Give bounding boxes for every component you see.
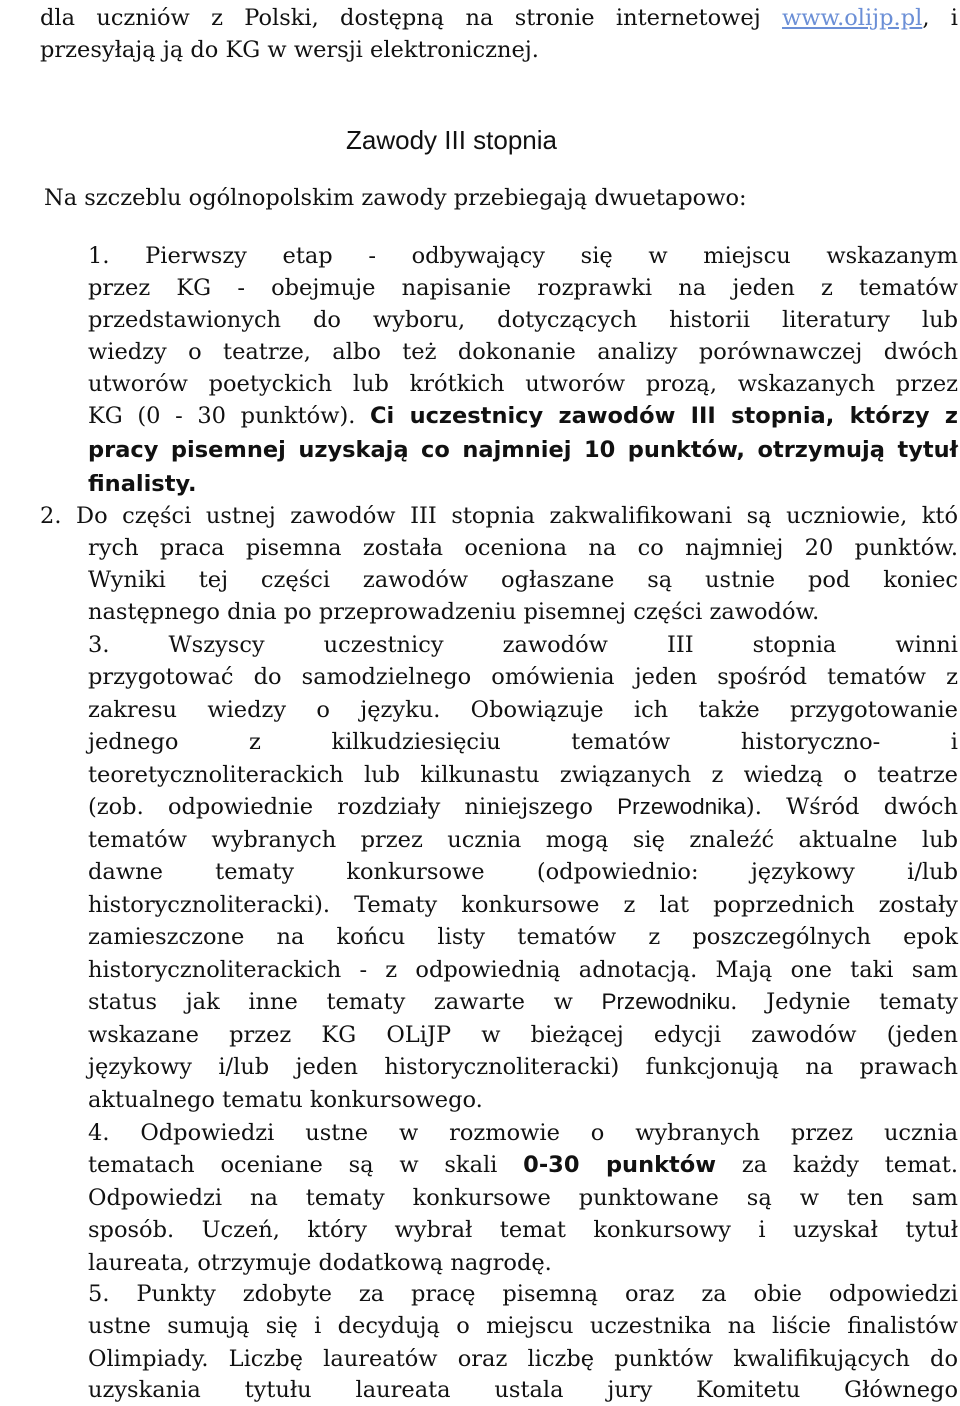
text-line: laureata, otrzymuje dodatkową nagrodę. (88, 1250, 552, 1276)
text-line: następnego dnia po przeprowadzeniu pisemnej części zawodów. (88, 599, 820, 625)
text-line: ustne sumują się i decydują o miejscu uczestnika na liście finalistów (88, 1313, 958, 1339)
text-line: przesyłają ją do KG w wersji elektronicznej. (40, 37, 539, 63)
text-line: językowy i/lub jeden historycznoliteracki) funkcjonują na prawach (88, 1054, 958, 1080)
text-line: uzyskania tytułu laureata ustala jury Komitetu Głównego (88, 1377, 958, 1403)
text-line (88, 400, 958, 432)
bold-text: Ci uczestnicy zawodów III stopnia, którzy z (370, 403, 959, 429)
section-intro: Na szczeblu ogólnopolskim zawody przebiegają dwuetapowo: (44, 185, 747, 211)
text-line: utworów poetyckich lub krótkich utworów prozą, wskazanych przez (88, 371, 958, 397)
text-line: 3. Wszyscy uczestnicy zawodów III stopnia winni (88, 632, 958, 658)
text-line: Wyniki tej części zawodów ogłaszane są ustnie pod koniec (88, 567, 958, 593)
text-span: za każdy temat. (716, 1152, 959, 1178)
book-title: Przewodnika (617, 794, 746, 819)
text-line: wiedzy o teatrze, albo też dokonanie analizy porównawczej dwóch (88, 339, 958, 365)
text-span: (zob. odpowiednie rozdziały niniejszego (88, 794, 618, 820)
text-line: Odpowiedzi na tematy konkursowe punktowane są w ten sam (88, 1185, 958, 1211)
text-line: przedstawionych do wyboru, dotyczących historii literatury lub (88, 307, 958, 333)
text-line: 4. Odpowiedzi ustne w rozmowie o wybranych przez ucznia (88, 1120, 958, 1146)
text-line: aktualnego tematu konkursowego. (88, 1087, 483, 1113)
book-title: Przewodniku (601, 989, 731, 1014)
text-line: tematów wybranych przez ucznia mogą się znaleźć aktualne lub (88, 827, 958, 853)
bold-line: finalisty. (88, 471, 197, 497)
text-line: 5. Punkty zdobyte za pracę pisemną oraz za obie odpowiedzi (88, 1281, 958, 1307)
bold-text: 0-30 punktów (523, 1152, 717, 1178)
text-line: jednego z kilkudziesięciu tematów historyczno- i (88, 729, 958, 755)
text-span: dla uczniów z Polski, dostępną na stronie internetowej (40, 5, 782, 31)
text-line: wskazane przez KG OLiJP w bieżącej edycji zawodów (jeden (88, 1022, 958, 1048)
bold-line: pracy pisemnej uzyskają co najmniej 10 punktów, otrzymują tytuł (88, 437, 958, 463)
text-line (88, 986, 958, 1018)
text-line: zakresu wiedzy o języku. Obowiązuje ich także przygotowanie (88, 697, 958, 723)
olijp-link[interactable]: www.olijp.pl (781, 5, 923, 31)
text-span: . Jedynie tematy (730, 989, 958, 1015)
text-line: sposób. Uczeń, który wybrał temat konkursowy i uzyskał tytuł (88, 1217, 958, 1243)
text-line (40, 2, 958, 34)
text-line: przygotować do samodzielnego omówienia jeden spośród tematów z (88, 664, 958, 690)
text-span: tematach oceniane są w skali (88, 1152, 524, 1178)
text-line: historycznoliteracki). Tematy konkursowe z lat poprzednich zostały (88, 892, 958, 918)
section-heading: Zawody III stopnia (346, 125, 557, 155)
text-line: dawne tematy konkursowe (odpowiednio: językowy i/lub (88, 859, 958, 885)
text-span: ). Wśród dwóch (745, 794, 958, 820)
text-line (88, 791, 958, 823)
text-line: 1. Pierwszy etap - odbywający się w miejscu wskazanym (88, 243, 958, 269)
text-line: Olimpiady. Liczbę laureatów oraz liczbę punktów kwalifikujących do (88, 1346, 958, 1372)
text-line: zamieszczone na końcu listy tematów z poszczególnych epok (88, 924, 958, 950)
text-line: przez KG - obejmuje napisanie rozprawki na jeden z tematów (88, 275, 958, 301)
text-line: 2. Do części ustnej zawodów III stopnia zakwalifikowani są uczniowie, któ (40, 503, 958, 529)
text-line: rych praca pisemna została oceniona na co najmniej 20 punktów. (88, 535, 958, 561)
text-line (88, 1149, 958, 1181)
text-span: status jak inne tematy zawarte w (88, 989, 602, 1015)
text-line: historycznoliterackich - z odpowiednią adnotacją. Mają one taki sam (88, 957, 958, 983)
text-span: , i (922, 5, 958, 31)
text-span: KG (0 - 30 punktów). (88, 403, 371, 429)
text-line: teoretycznoliterackich lub kilkunastu związanych z wiedzą o teatrze (88, 762, 958, 788)
